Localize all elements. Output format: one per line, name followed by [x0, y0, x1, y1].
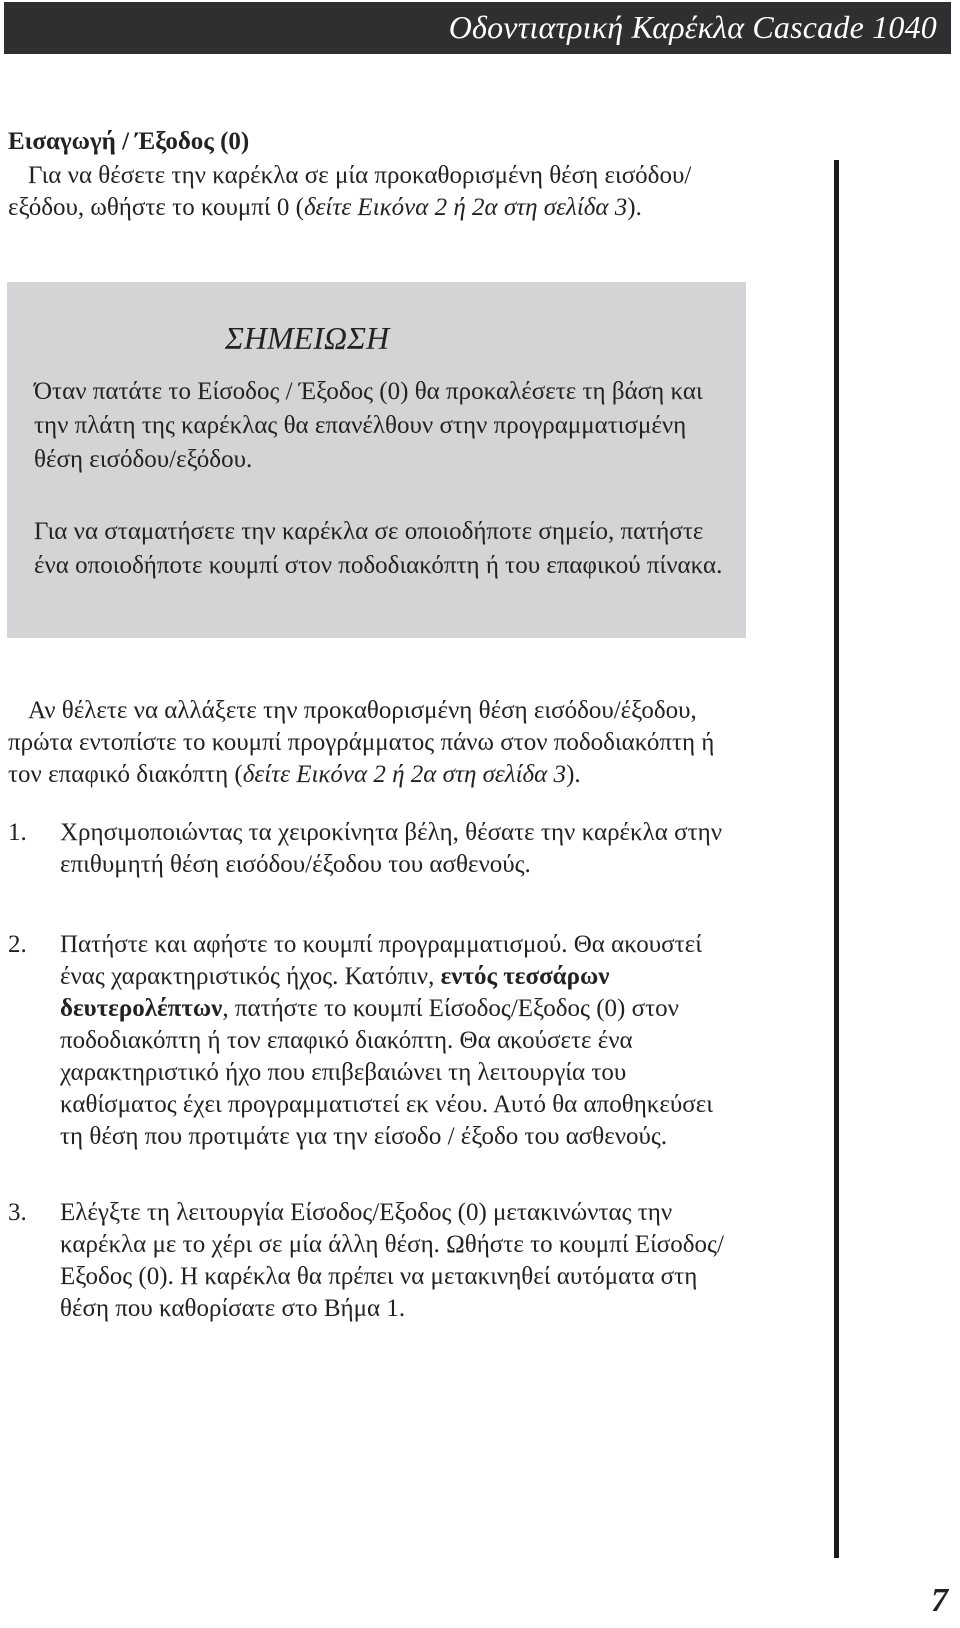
- step-text-end: , πατήστε το κουμπί Είσοδος/Εξοδος (0) στον ποδοδιακόπτη ή τον επαφικό διακόπτη. Θα ακούσετε ένα χαρακτηριστικό ήχο που επιβεβαιώνει τη λειτουργία του καθίσματος έχει προγραμματιστεί εκ νέου. Αυτό θα αποθηκεύσει τη θέση που προτιμάτε για την είσοδο / έξοδο του ασθενούς.: [60, 995, 713, 1150]
- side-rule: [834, 160, 839, 1558]
- change-figure-reference: δείτε Εικόνα 2 ή 2α στη σελίδα 3: [242, 761, 567, 788]
- note-title: ΣΗΜΕΙΩΣΗ: [224, 320, 390, 356]
- change-text: Αν θέλετε να αλλάξετε την προκαθορισμένη θέση εισόδου/έξοδου, πρώτα εντοπίστε το κουμπί προγράμματος πάνω στον ποδοδιακόπτη ή τον επαφικό διακόπτη (: [8, 697, 715, 788]
- header-bar: [4, 2, 951, 54]
- intro-paragraph: [8, 160, 738, 224]
- step-text: Χρησιμοποιώντας τα χειροκίνητα βέλη, θέσατε την καρέκλα στην επιθυμητή θέση εισόδου/έξοδου του ασθενούς.: [60, 819, 723, 878]
- step-number: 1.: [8, 819, 27, 846]
- change-position-paragraph: [8, 695, 738, 791]
- step-text: [60, 929, 740, 1153]
- change-text-end: ).: [566, 761, 581, 788]
- note-paragraph-2: Για να σταματήσετε την καρέκλα σε οποιοδήποτε σημείο, πατήστε ένα οποιοδήποτε κουμπί στον ποδοδιακόπτη ή του επαφικού πίνακα.: [34, 518, 723, 579]
- note-paragraph-1: Όταν πατάτε το Είσοδος / Έξοδος (0) θα προκαλέσετε τη βάση και την πλάτη της καρέκλας θα επανέλθουν στην προγραμματισμένη θέση εισόδου/εξόδου.: [34, 378, 703, 473]
- intro-text-end: ).: [627, 194, 642, 221]
- page-number: 7: [931, 1582, 948, 1619]
- intro-text: Για να θέσετε την καρέκλα σε μία προκαθορισμένη θέση εισόδου/εξόδου, ωθήστε το κουμπί 0 (: [8, 162, 692, 221]
- step-text-start: Πατήστε και αφήστε το κουμπί προγραμματισμού. Θα ακουστεί ένας χαρακτηριστικός ήχος. Κατόπιν,: [60, 931, 702, 990]
- step-text: Ελέγξτε τη λειτουργία Είσοδος/Εξοδος (0) μετακινώντας την καρέκλα με το χέρι σε μία άλλη θέση. Ωθήστε το κουμπί Είσοδος/Εξοδος (0). Η καρέκλα θα πρέπει να μετακινηθεί αυτόματα στη θέση που καθορίσατε στο Βήμα 1.: [60, 1199, 724, 1322]
- step-number: 2.: [8, 931, 27, 958]
- note-box: [7, 282, 746, 638]
- step-emphasis: εντός τεσσάρων δευτερολέπτων: [60, 963, 610, 1022]
- header-title: Οδοντιατρική Καρέκλα Cascade 1040: [448, 9, 937, 45]
- intro-figure-reference: δείτε Εικόνα 2 ή 2α στη σελίδα 3: [303, 194, 628, 221]
- section-heading: Εισαγωγή / Έξοδος (0): [8, 128, 250, 155]
- step-number: 3.: [8, 1199, 27, 1226]
